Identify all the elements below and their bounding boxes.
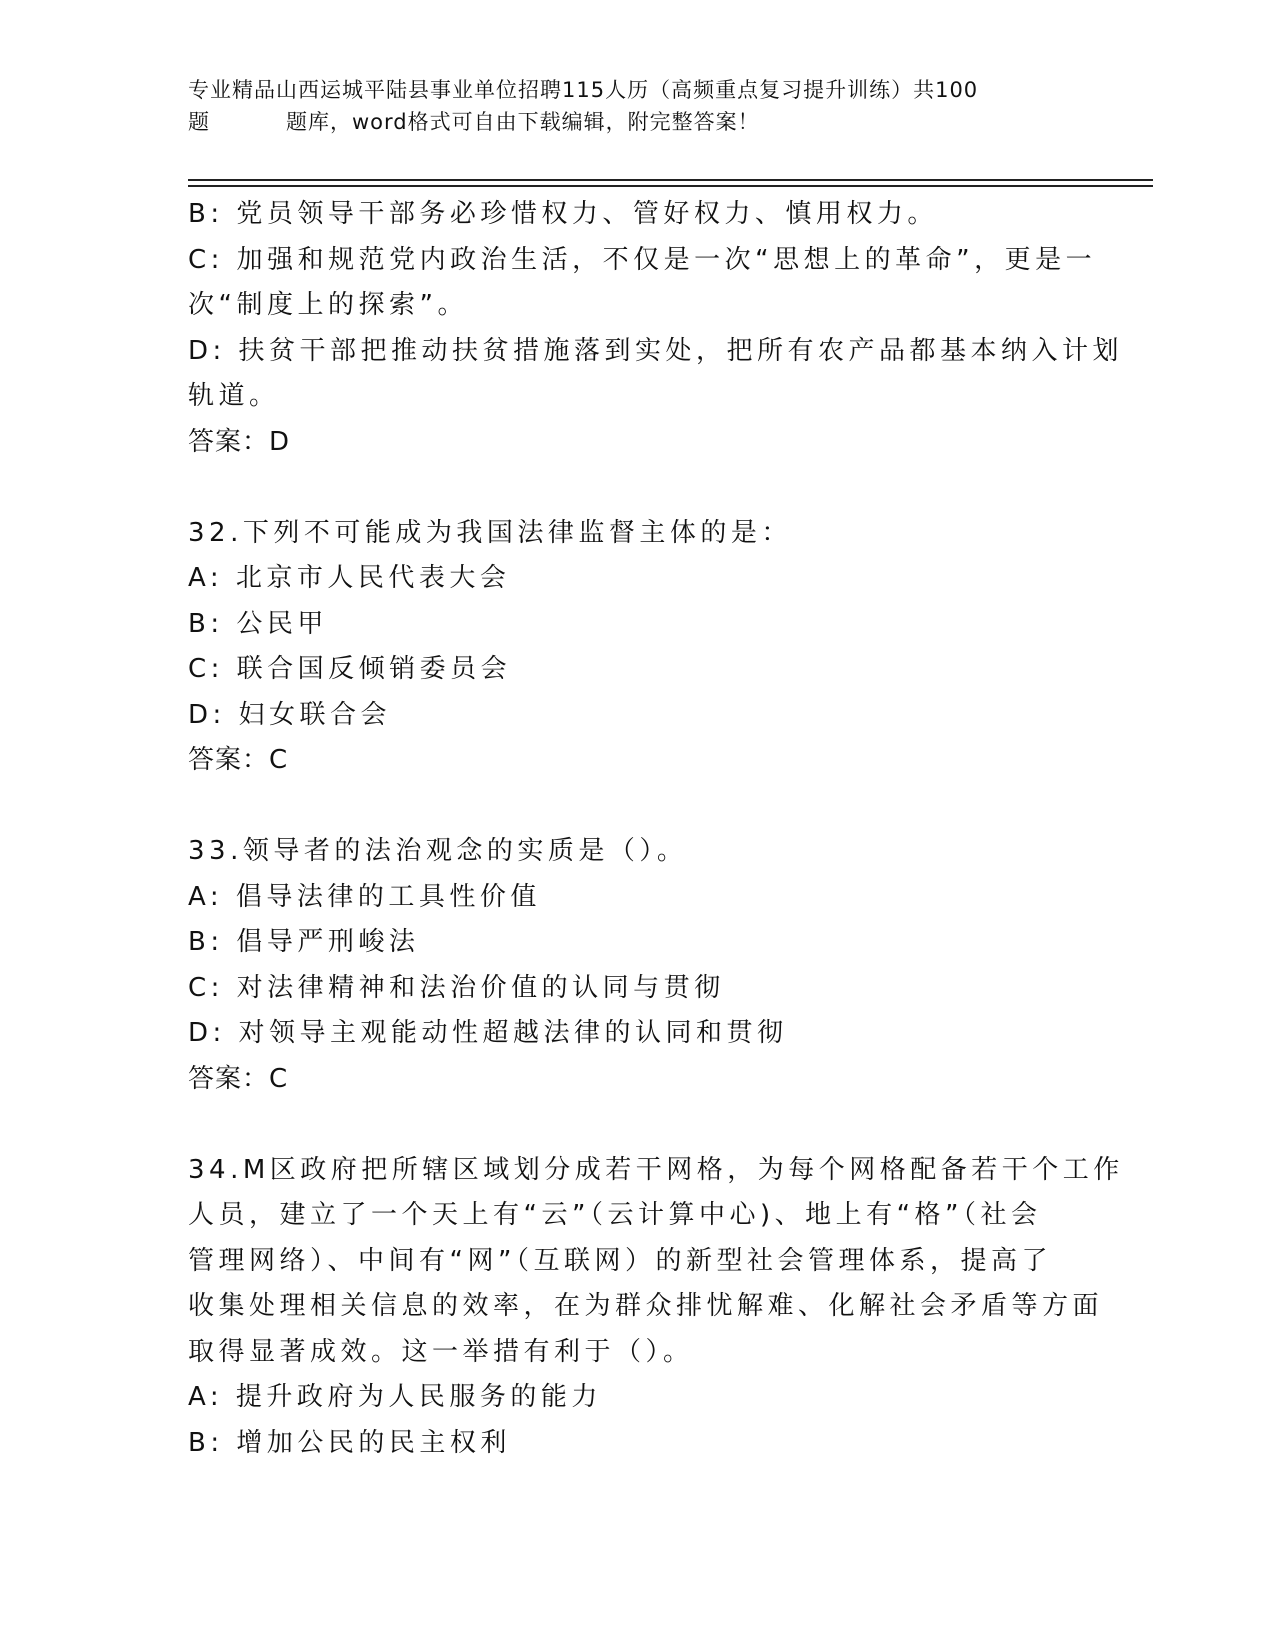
question-spacer — [188, 1102, 1068, 1148]
question-31-tail — [188, 192, 1124, 465]
question-spacer — [188, 784, 1068, 830]
header-gap — [210, 106, 286, 138]
option-line: 次“制度上的探索”。 — [188, 290, 468, 320]
option-line: 轨道。 — [188, 381, 280, 411]
option-c: C: 联合国反倾销委员会 — [188, 654, 512, 684]
header-line-2-prefix: 题 — [188, 110, 210, 134]
header-rule-bottom — [188, 185, 1153, 187]
option-c: C: 对法律精神和法治价值的认同与贯彻 — [188, 972, 725, 1003]
question-33 — [188, 829, 1068, 1102]
question-34 — [188, 1148, 1124, 1467]
question-spacer — [188, 465, 1068, 511]
header-line-2-text: 题库，word格式可自由下载编辑，附完整答案！ — [286, 110, 760, 134]
header-line-1: 专业精品山西运城平陆县事业单位招聘115人历（高频重点复习提升训练）共100 — [188, 78, 979, 102]
question-text-line: 人员，建立了一个天上有“云”（云计算中心)、地上有“格”（社会 — [188, 1200, 1042, 1230]
option-line: B: 党员领导干部务必珍惜权力、管好权力、慎用权力。 — [188, 199, 938, 229]
option-b: B: 倡导严刑峻法 — [188, 927, 420, 957]
option-a: A: 提升政府为人民服务的能力 — [188, 1382, 602, 1412]
answer-line: 答案：C — [188, 745, 289, 775]
document-header — [188, 74, 1068, 138]
option-d: D: 对领导主观能动性超越法律的认同和贯彻 — [188, 1018, 788, 1048]
header-rule-top — [188, 179, 1153, 181]
question-text-line: 34.M区政府把所辖区域划分成若干网格，为每个网格配备若干个工作 — [188, 1154, 1124, 1185]
option-d: D: 妇女联合会 — [188, 699, 392, 730]
option-line: C: 加强和规范党内政治生活，不仅是一次“思想上的革命”，更是一 — [188, 244, 1097, 275]
answer-line: 答案：D — [188, 426, 291, 457]
option-line: D: 扶贫干部把推动扶贫措施落到实处，把所有农产品都基本纳入计划 — [188, 335, 1124, 366]
question-32 — [188, 511, 1068, 784]
question-text-line: 取得显著成效。这一举措有利于（）。 — [188, 1336, 694, 1367]
question-text: 32.下列不可能成为我国法律监督主体的是： — [188, 517, 792, 548]
document-body — [188, 192, 1124, 1466]
option-a: A: 倡导法律的工具性价值 — [188, 881, 541, 912]
question-text-line: 收集处理相关信息的效率，在为群众排忧解难、化解社会矛盾等方面 — [188, 1291, 1104, 1321]
option-b: B: 增加公民的民主权利 — [188, 1427, 511, 1458]
header-line-2 — [188, 106, 1068, 138]
question-text-line: 管理网络）、中间有“网”（互联网）的新型社会管理体系，提高了 — [188, 1245, 1052, 1276]
option-a: A: 北京市人民代表大会 — [188, 563, 511, 593]
option-b: B: 公民甲 — [188, 608, 328, 639]
answer-line: 答案：C — [188, 1063, 289, 1094]
question-text: 33.领导者的法治观念的实质是（）。 — [188, 836, 688, 866]
